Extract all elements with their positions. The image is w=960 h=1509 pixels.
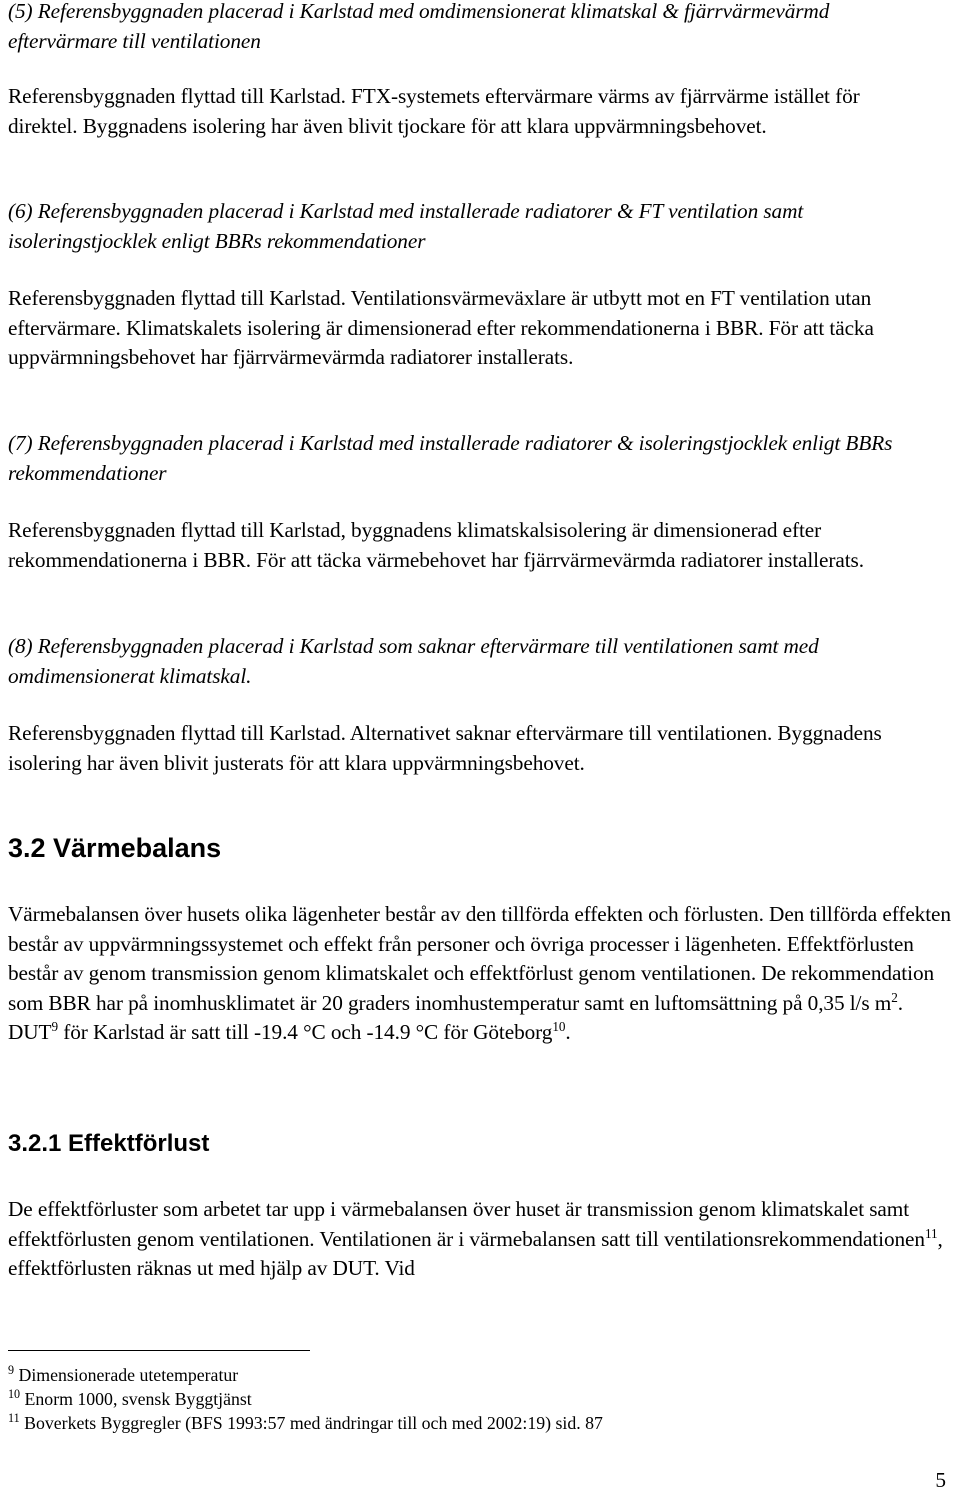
footnote-ref-9: 9	[51, 1018, 58, 1034]
page-number: 5	[935, 1468, 946, 1492]
section-heading-3-2-1: 3.2.1 Effektförlust	[8, 1130, 210, 1157]
footnote-separator	[8, 1350, 310, 1351]
section-8-title: (8) Referensbyggnaden placerad i Karlstad som saknar eftervärmare till ventilationen samt med omdimensionerat klimatskal.	[8, 634, 819, 688]
footnote-10	[8, 1388, 252, 1410]
section-3-2-1-body	[8, 1195, 948, 1284]
footnote-text: Enorm 1000, svensk Byggtjänst	[24, 1389, 252, 1409]
section-5-body: Referensbyggnaden flyttad till Karlstad. FTX-systemets eftervärmare värms av fjärrvärme istället för direktel. Byggnadens isolering har även blivit tjockare för att klara uppvärmningsbehovet.	[8, 84, 860, 138]
superscript-2: 2	[891, 989, 898, 1005]
section-7-body: Referensbyggnaden flyttad till Karlstad, byggnadens klimatskalsisolering är dimensionerad efter rekommendationerna i BBR. För att täcka värmebehovet har fjärrvärmevärmda radiatorer installerats.	[8, 518, 864, 572]
section-3-2-text-b: . DUT	[8, 990, 903, 1044]
footnote-ref-11: 11	[924, 1225, 938, 1241]
footnote-text: Boverkets Byggregler (BFS 1993:57 med ändringar till och med 2002:19) sid. 87	[24, 1413, 603, 1433]
footnote-number: 11	[8, 1411, 20, 1426]
section-3-2-text-c: för Karlstad är satt till -19.4 °C och -14.9 °C för Göteborg	[57, 1020, 553, 1044]
section-3-2-text-a: Värmebalansen över husets olika lägenheter består av den tillförda effekten och förlusten. Den tillförda effekten består av uppvärmningssystemet och effekt från personer och övriga processer i lägenheten. Effektförlusten består av genom transmission genom klimatskalet och effektförlust genom ventilationen. De rekommendation som BBR har på inomhusklimatet är 20 graders inomhustemperatur samt en luftomsättning på 0,35 l/s m	[8, 902, 951, 1015]
section-8-body: Referensbyggnaden flyttad till Karlstad. Alternativet saknar eftervärmare till ventilationen. Byggnadens isolering har även blivit justerats för att klara uppvärmningsbehovet.	[8, 721, 882, 775]
section-3-2-text-d: .	[565, 1020, 571, 1044]
section-7-title: (7) Referensbyggnaden placerad i Karlstad med installerade radiatorer & isoleringstjocklek enligt BBRs rekommendationer	[8, 431, 893, 485]
footnote-text: Dimensionerade utetemperatur	[18, 1365, 239, 1385]
section-3-2-1-text-b: , effektförlusten räknas ut med hjälp av DUT. Vid	[8, 1226, 943, 1280]
footnote-ref-10: 10	[552, 1018, 566, 1034]
footnote-number: 9	[8, 1363, 15, 1378]
section-5-title: (5) Referensbyggnaden placerad i Karlstad med omdimensionerat klimatskal & fjärrvärmevärmd eftervärmare till ventilationen	[8, 0, 830, 53]
section-3-2-body	[8, 900, 954, 1048]
section-6-title: (6) Referensbyggnaden placerad i Karlstad med installerade radiatorer & FT ventilation samt isoleringstjocklek enligt BBRs rekommendationer	[8, 199, 804, 253]
footnote-11	[8, 1412, 603, 1434]
footnote-number: 10	[8, 1387, 21, 1402]
section-3-2-1-text-a: De effektförluster som arbetet tar upp i värmebalansen över huset är transmission genom klimatskalet samt effektförlusten genom ventilationen. Ventilationen är i värmebalansen satt till ventilationsrekommendationen	[8, 1197, 925, 1251]
section-6-body: Referensbyggnaden flyttad till Karlstad. Ventilationsvärmeväxlare är utbytt mot en FT ventilation utan eftervärmare. Klimatskalets isolering är dimensionerad efter rekommendationerna i BBR. För att täcka uppvärmningsbehovet har fjärrvärmevärmda radiatorer installerats.	[8, 286, 874, 369]
footnote-9	[8, 1364, 238, 1386]
section-heading-3-2: 3.2 Värmebalans	[8, 833, 222, 863]
